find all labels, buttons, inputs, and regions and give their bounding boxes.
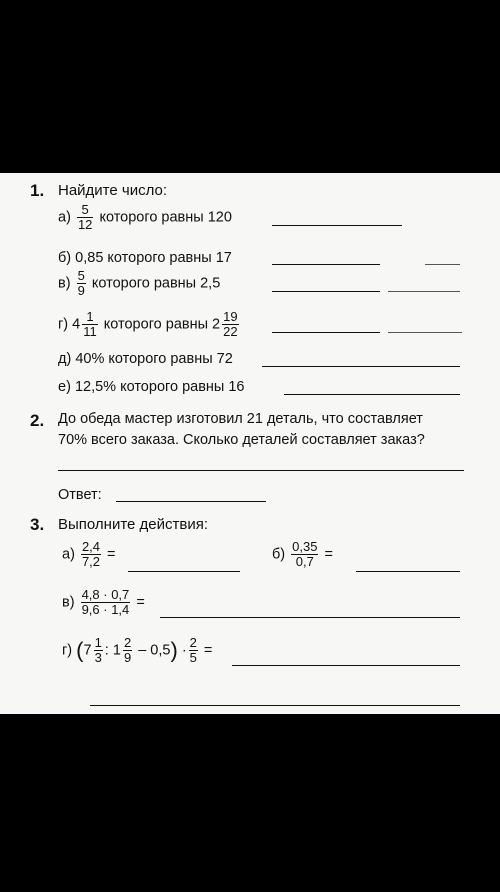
item-text: которого равны 2,5 (91, 275, 221, 292)
fraction: $\frac{2,4}{7,2}$ (81, 539, 101, 569)
answer-line-3a[interactable] (128, 571, 240, 572)
item-text: которого равны 120 (99, 209, 232, 226)
pencil-mark (388, 332, 462, 333)
pencil-mark (425, 264, 460, 265)
task3-item-a: а) $\frac{2,4}{7,2}$ = (62, 539, 116, 569)
answer-line-3g[interactable] (232, 665, 460, 666)
task1-item-g: г) 4 $\frac{1}{11}$ которого равны 2 $\frac{19}{22}$ (58, 309, 238, 339)
fraction: $\frac{2}{9}$ (123, 635, 132, 665)
fraction: $\frac{0,35}{0,7}$ (292, 539, 318, 569)
task3-item-b: б) $\frac{0,35}{0,7}$ = (272, 539, 333, 569)
item-label: б) (58, 250, 72, 266)
task1-item-v (58, 269, 220, 298)
task1-title: Найдите число: (58, 182, 168, 199)
item-label: д) (58, 351, 72, 367)
fraction: $\frac{1}{3}$ (94, 635, 102, 665)
worksheet-page (0, 173, 500, 714)
answer-line-1e[interactable] (284, 394, 460, 395)
fraction: $\frac{4,8 \cdot 0,7}{9,6 \cdot 1,4}$ (81, 587, 130, 617)
task3-item-v: в) $\frac{4,8 \cdot 0,7}{9,6 \cdot 1,4}$ = (62, 587, 145, 617)
task1-item-e (58, 379, 244, 395)
task1-item-a (58, 203, 232, 232)
task2-text: До обеда мастер изготовил 21 деталь, что составляет 70% всего заказа. Сколько деталей составляет заказ? (58, 411, 425, 448)
task3-number: 3. (30, 515, 45, 534)
task1-item-b (58, 250, 232, 266)
item-label: а) (58, 209, 71, 226)
task1-item-d (58, 351, 233, 367)
answer-line-3g-extra[interactable] (90, 705, 460, 706)
fraction: $\frac{2}{5}$ (189, 635, 197, 665)
item-label: в) (58, 275, 71, 292)
answer-line-1v[interactable] (272, 291, 380, 292)
item-text: которого равны (103, 316, 209, 333)
task1-number: 1. (30, 181, 45, 200)
fraction: $\frac{5}{12}$ (77, 202, 93, 232)
fraction: $\frac{1}{11}$ (83, 309, 97, 339)
task3-title: Выполните действия: (58, 516, 209, 533)
answer-label: Ответ: (58, 487, 102, 503)
answer-line-1g[interactable] (272, 332, 380, 333)
solution-line[interactable] (58, 470, 464, 471)
item-text: 12,5% которого равны 16 (74, 379, 245, 395)
answer-line-3v[interactable] (160, 617, 460, 618)
item-label: е) (58, 379, 71, 395)
answer-line-3b[interactable] (356, 571, 460, 572)
item-text: 40% которого равны 72 (75, 351, 233, 367)
fraction: $\frac{5}{9}$ (77, 268, 85, 298)
answer-line-1b[interactable] (272, 264, 380, 265)
task2-number: 2. (30, 411, 45, 430)
item-text: 0,85 которого равны 17 (75, 250, 232, 266)
answer-line-1a[interactable] (272, 225, 402, 226)
answer-line-2[interactable] (116, 501, 266, 502)
answer-line-1d[interactable] (262, 366, 460, 367)
pencil-mark (388, 291, 460, 292)
item-label: г) (58, 316, 69, 333)
fraction: $\frac{19}{22}$ (223, 309, 238, 339)
task3-item-g: г) (7 $\frac{1}{3}$ : 1 $\frac{2}{9}$ – 0,5) · $\frac{2}{5}$ = (62, 635, 213, 665)
